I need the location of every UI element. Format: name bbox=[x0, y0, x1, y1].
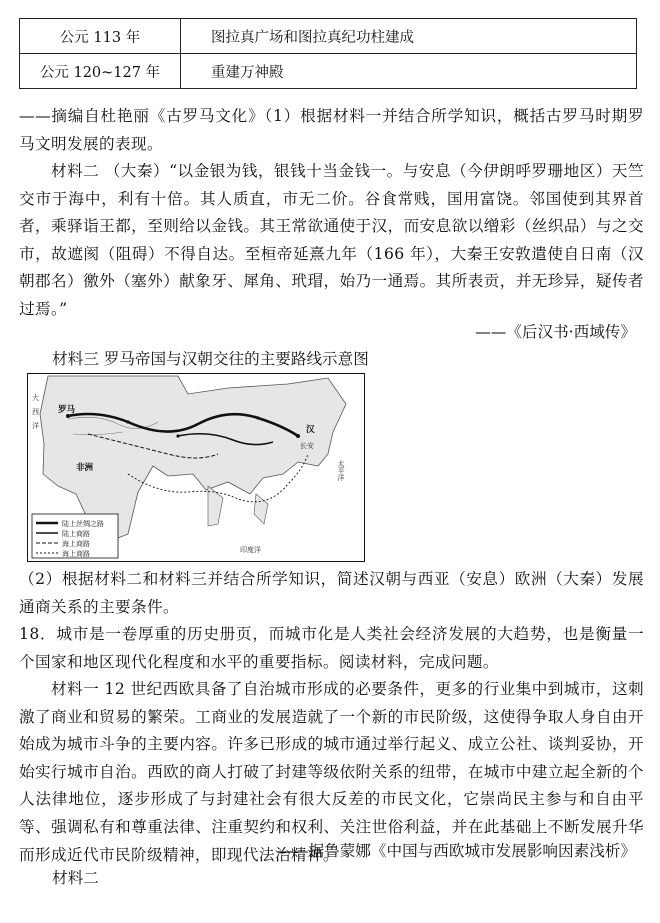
question-1: ——摘编自杜艳丽《古罗马文化》（1）根据材料一并结合所学知识，概括古罗马时期罗马文明发展的表现。 bbox=[19, 107, 644, 153]
legend-item: 海上商路 bbox=[62, 550, 90, 558]
question-18: 18．城市是一卷厚重的历史册页，而城市化是人类社会经济发展的大趋势，也是衡量一个国家和地区现代化程度和水平的重要指标。阅读材料，完成问题。 bbox=[19, 625, 644, 671]
table-row bbox=[20, 54, 637, 89]
map-label-rome: 罗马 bbox=[58, 405, 76, 415]
event-cell: 重建万神殿 bbox=[181, 54, 637, 89]
material-3-caption: 材料三 罗马帝国与汉朝交往的主要路线示意图 bbox=[52, 350, 369, 368]
question-2: （2）根据材料二和材料三并结合所学知识，简述汉朝与西亚（安息）欧洲（大秦）发展通商关系的主要条件。 bbox=[19, 570, 644, 616]
route-map bbox=[27, 373, 365, 562]
legend-item: 海上商路 bbox=[62, 540, 90, 548]
route-map-svg bbox=[28, 374, 364, 561]
legend-item: 陆上商路 bbox=[62, 530, 90, 538]
material-4-source: ——据鲁蒙娜《中国与西欧城市发展影响因素浅析》 bbox=[277, 842, 636, 860]
event-cell: 图拉真广场和图拉真纪功柱建成 bbox=[181, 19, 637, 54]
map-label-yang: 洋 bbox=[32, 422, 39, 430]
map-label-pacific: 太平洋 bbox=[337, 460, 345, 481]
legend-item: 陆上丝绸之路 bbox=[62, 520, 104, 528]
map-label-xi: 西 bbox=[32, 408, 39, 416]
chronology-table bbox=[19, 18, 637, 89]
material-5-heading: 材料二 bbox=[52, 869, 99, 887]
table-row bbox=[20, 19, 637, 54]
year-cell: 公元 120~127 年 bbox=[20, 54, 181, 89]
material-2-source: ——《后汉书·西域传》 bbox=[475, 323, 636, 341]
year-cell: 公元 113 年 bbox=[20, 19, 181, 54]
map-label-indian: 印度洋 bbox=[240, 546, 261, 554]
material-4-text: 材料一 12 世纪西欧具备了自治城市形成的必要条件，更多的行业集中到城市，这刺激了商业和贸易的繁荣。工商业的发展造就了一个新的市民阶级，这使得争取人身自由开始成为城市斗争的主要内容。许多已形成的城市通过举行起义、成立公社、谈判妥协，开始实行城市自治。西欧的商人打破了封建等级依附关系的纽带，在城市中建立起全新的个人法律地位，逐步形成了与封建社会有很大反差的市民文化，它崇尚民主参与和自由平等、强调私有和尊重法律、注重契约和权利、关注世俗利益，并在此基础上不断发展升华而形成近代市民阶级精神，即现代法治精神。 bbox=[19, 680, 644, 864]
map-label-han: 汉 bbox=[306, 425, 315, 435]
map-label-da: 大 bbox=[32, 394, 39, 402]
map-label-africa: 非洲 bbox=[76, 463, 94, 473]
map-label-changan: 长安 bbox=[300, 442, 314, 450]
material-2-text: 材料二 （大秦）“以金银为钱，银钱十当金钱一。与安息（今伊朗呼罗珊地区）天竺交市于海中，利有十倍。其人质直，市无二价。谷食常贱，国用富饶。邻国使到其界首者，乘驿诣王都，至则给以金钱。其王常欲通使于汉，而安息欲以缯彩（丝织品）与之交市，故遮阂（阻碍）不得自达。至桓帝延熹九年（166 年），大秦王安敦遣使自日南（汉朝郡名）徼外（塞外）献象牙、犀角、玳瑁，始乃一通焉。其所表贡，并无珍异，疑传者过焉。” bbox=[19, 162, 644, 318]
